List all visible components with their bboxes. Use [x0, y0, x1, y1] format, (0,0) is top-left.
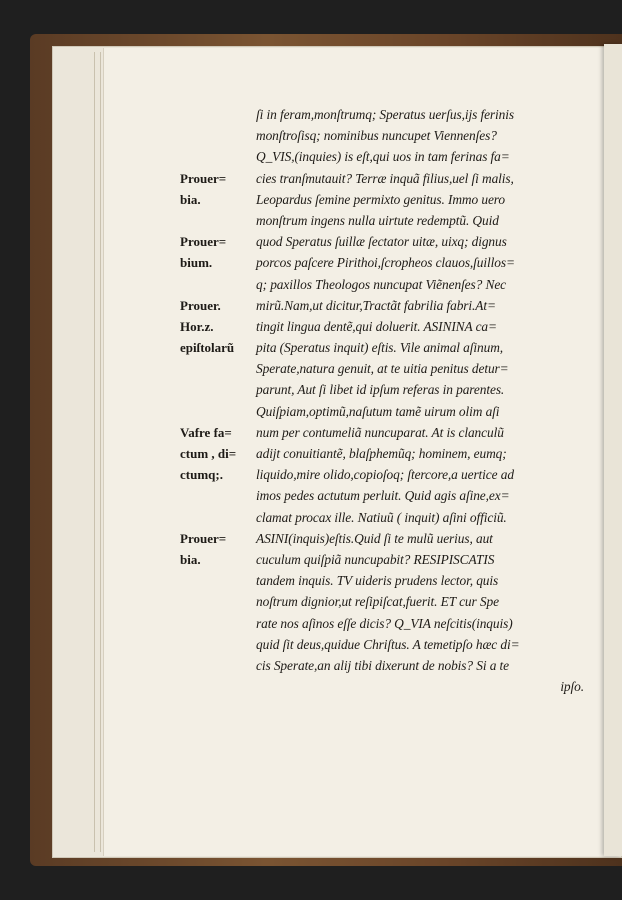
margin-note: bia. [180, 191, 201, 207]
margin-note: Prouer= [180, 234, 227, 250]
margin-note: ctum , di= [180, 446, 237, 462]
text-line: tingit lingua dentẽ,qui doluerit. ASININA ca= [256, 318, 497, 334]
text-line: noſtrum dignior,ut reſipiſcat,fuerit. ET cur Spe [256, 594, 499, 610]
text-line: quid ſit deus,quidue Chriſtus. A temetipſo hæc di= [256, 636, 520, 652]
margin-note: Prouer. [180, 297, 221, 313]
text-line: parunt, Aut ſi libet id ipſum referas in parentes. [256, 382, 505, 398]
text-line: ſi in feram,monſtrumq; Speratus uerſus,ijs ferinis [256, 107, 514, 122]
main-text-block [256, 104, 588, 697]
margin-note: bium. [180, 255, 213, 271]
text-line: quod Speratus ſuillæ ſectator uitæ, uixq; dignus [256, 234, 507, 250]
margin-note: epiſtolarũ [180, 340, 235, 356]
text-line: pita (Speratus inquit) eſtis. Vile animal aſinum, [256, 340, 504, 356]
text-line: cis Sperate,an alij tibi dixerunt de nobis? Si a te [256, 657, 510, 673]
text-line: Quiſpiam,optimũ,naſutum tamẽ uirum olim aſi [256, 403, 500, 419]
text-line: Q_VIS,(inquies) is eſt,qui uos in tam ferinas fa= [256, 149, 510, 165]
margin-note: Vafre fa= [180, 425, 232, 440]
facing-page-edge [604, 44, 622, 856]
text-line: cuculum quiſpiã nuncupabit? RESIPISCATIS [256, 551, 495, 567]
text-line: rate nos aſinos eſſe dicis? Q_VIA neſcitis(inquis) [256, 615, 513, 631]
margin-note: bia. [180, 552, 201, 568]
text-line: q; paxillos Theologos nuncupat Viẽnenſes? Nec [256, 276, 507, 292]
text-line: mirũ.Nam,ut dicitur,Tractãt fabrilia fabri.At= [256, 297, 496, 313]
margin-note: ctumq;. [180, 467, 223, 483]
text-line: porcos paſcere Pirithoi,ſcropheos clauos,ſuillos= [256, 255, 515, 271]
text-line: ASINI(inquis)eſtis.Quid ſi te mulũ uerius, aut [256, 530, 493, 546]
text-line: Sperate,natura genuit, at te uitia penitus detur= [256, 361, 509, 377]
text-line: tandem inquis. TV uideris prudens lector, quis [256, 573, 499, 589]
margin-note: Hor.z. [180, 319, 214, 334]
text-line: Leopardus ſemine permixto genitus. Immo uero [256, 191, 505, 207]
text-line: ipſo. [560, 679, 584, 695]
text-line: num per contumeliã nuncuparat. At is clanculũ [256, 424, 504, 440]
text-line: monſtroſisq; nominibus nuncupet Viennenſes? [256, 128, 497, 144]
margin-note: Prouer= [180, 170, 227, 186]
text-line: cies tranſmutauit? Terræ inquã filius,uel ſi malis, [256, 170, 514, 186]
text-line: monſtrum ingens nulla uirtute redemptũ. Quid [256, 212, 499, 228]
text-line: liquido,mire olido,copioſoq; ſtercore,a uertice ad [256, 467, 514, 483]
text-line: imos pedes actutum perluit. Quid agis aſine,ex= [256, 488, 510, 504]
margin-note: Prouer= [180, 531, 227, 546]
text-line: adijt conuitiantẽ, blaſphemũq; hominem, eumq; [256, 446, 507, 461]
text-line: clamat procax ille. Natiuũ ( inquit) aſini officiũ. [256, 509, 507, 525]
